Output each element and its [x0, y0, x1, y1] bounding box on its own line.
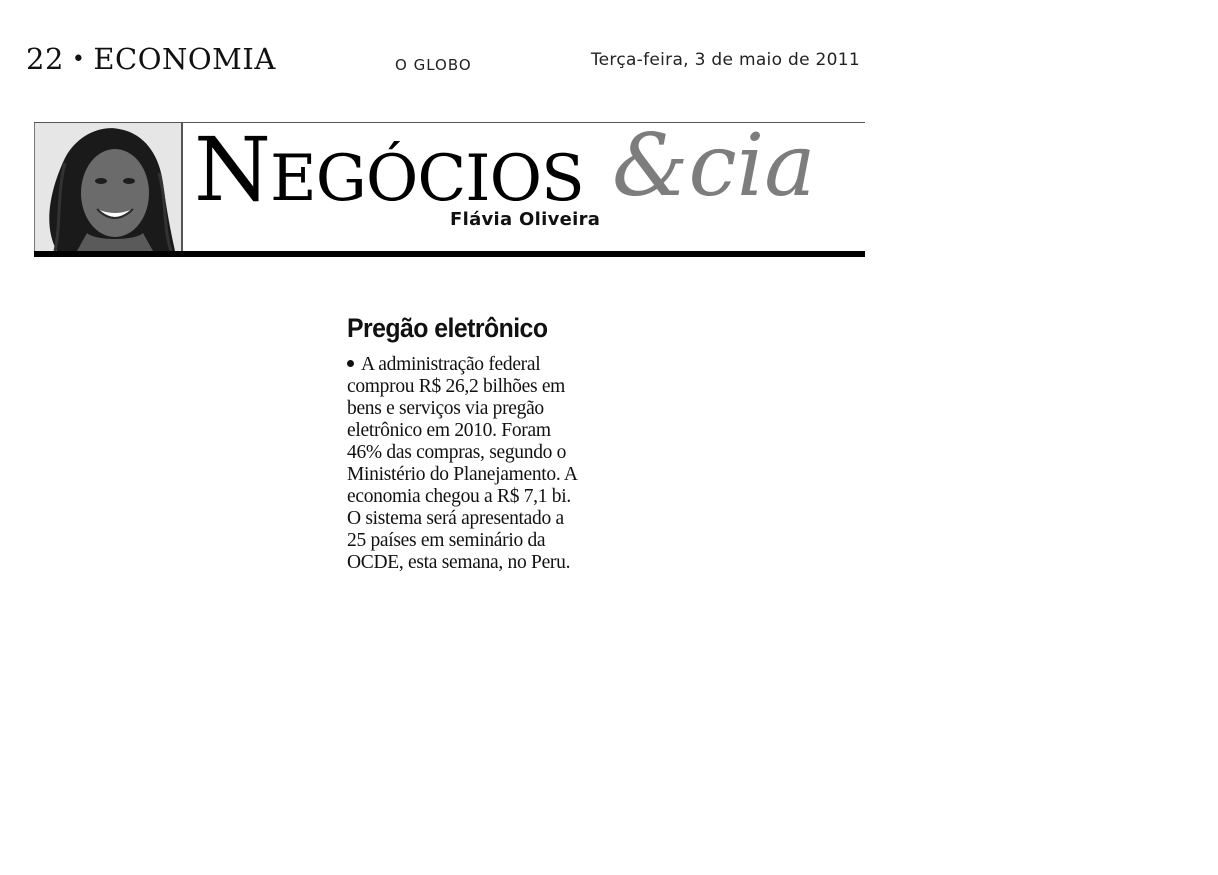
article-line: 25 países em seminário da: [347, 530, 546, 551]
columnist-portrait-icon: [35, 123, 181, 251]
separator-bullet: •: [71, 47, 86, 72]
page-section-label: [26, 42, 276, 76]
article-line: OCDE, esta semana, no Peru.: [347, 552, 571, 573]
page-number: 22: [26, 42, 64, 76]
newspaper-name: O GLOBO: [395, 56, 472, 74]
article-headline: Pregão eletrônico: [347, 313, 548, 343]
article-line: O sistema será apresentado a: [347, 508, 564, 529]
section-name: ECONOMIA: [93, 42, 276, 76]
article-line: 46% das compras, segundo o: [347, 442, 567, 463]
article-line: Ministério do Planejamento. A: [347, 464, 578, 485]
title-rest: EGÓCIOS: [270, 142, 584, 216]
article-line: eletrônico em 2010. Foram: [347, 420, 551, 441]
masthead-bottom-rule: [34, 251, 865, 257]
article-body: [347, 354, 607, 574]
article-line: economia chegou a R$ 7,1 bi.: [347, 486, 571, 507]
title-initial: N: [194, 118, 270, 221]
title-ampersand-cia: &cia: [612, 116, 816, 216]
article-line: A administração federal: [347, 354, 607, 376]
bullet-icon: [347, 360, 354, 367]
publication-date: Terça-feira, 3 de maio de 2011: [590, 50, 860, 70]
columnist-name: Flávia Oliveira: [450, 209, 601, 230]
columnist-photo: [34, 123, 183, 251]
article-line: comprou R$ 26,2 bilhões em: [347, 376, 566, 397]
page-header: [26, 40, 860, 80]
article: [347, 312, 607, 574]
article-line: bens e serviços via pregão: [347, 398, 544, 419]
column-masthead: [34, 116, 865, 258]
